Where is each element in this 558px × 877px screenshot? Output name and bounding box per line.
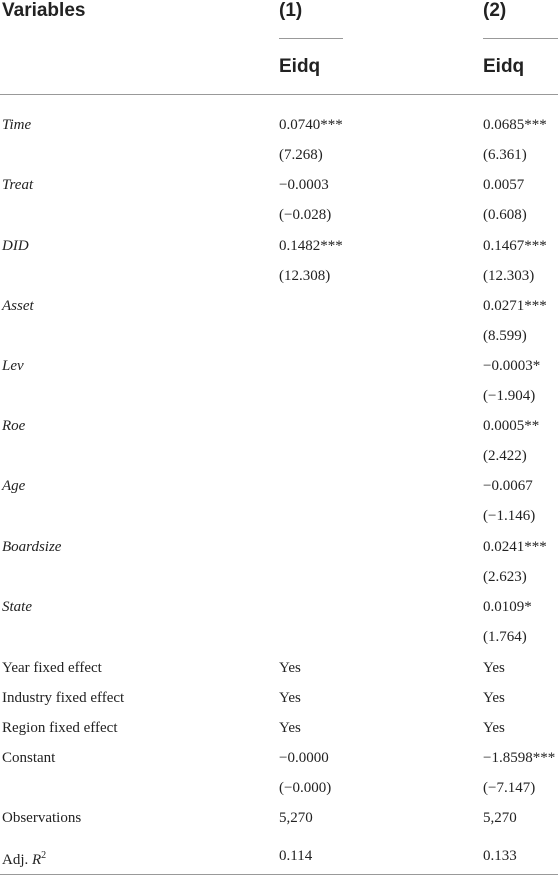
row-label: Lev: [2, 358, 24, 374]
row-col1-coef: 0.0740***: [279, 117, 343, 133]
row-col2-coef: 0.0005**: [483, 418, 540, 434]
row-col1-tstat: (−0.000): [279, 780, 332, 796]
row-label: Year fixed effect: [2, 660, 102, 676]
header-variables: Variables: [2, 0, 86, 21]
row-label: Asset: [2, 298, 34, 314]
adj-r2-prefix: Adj.: [2, 852, 32, 868]
row-col2-coef: 0.0057: [483, 177, 525, 193]
row-col1-coef: 5,270: [279, 810, 313, 826]
row-col2-coef: 0.0685***: [483, 117, 547, 133]
row-col1-coef: 0.1482***: [279, 238, 343, 254]
row-col2-coef: Yes: [483, 660, 505, 676]
row-label: DID: [2, 238, 29, 254]
row-col1-tstat: (7.268): [279, 147, 323, 163]
row-col1-coef: Yes: [279, 660, 301, 676]
row-label: Treat: [2, 177, 34, 193]
row-col1-coef: Yes: [279, 690, 301, 706]
row-col1-tstat: (12.308): [279, 268, 331, 284]
row-col2-coef: 0.1467***: [483, 238, 547, 254]
header-bottom-rule: [0, 94, 558, 95]
row-col2-coef: 0.0109*: [483, 599, 532, 615]
row-col1-coef: −0.0003: [279, 177, 329, 193]
row-col2-coef: 0.0241***: [483, 539, 547, 555]
adj-r2-col1: 0.114: [279, 848, 313, 864]
row-label: Boardsize: [2, 539, 62, 555]
row-label: Constant: [2, 750, 56, 766]
row-col2-tstat: (−1.146): [483, 508, 536, 524]
header-col1: (1): [279, 0, 303, 21]
row-col2-tstat: (8.599): [483, 328, 527, 344]
row-col2-tstat: (−7.147): [483, 780, 536, 796]
row-col2-tstat: (2.422): [483, 448, 527, 464]
row-col2-tstat: (−1.904): [483, 388, 536, 404]
row-col1-tstat: (−0.028): [279, 207, 332, 223]
row-col2-tstat: (0.608): [483, 207, 527, 223]
adj-r2-sup: 2: [41, 850, 47, 861]
row-label: State: [2, 599, 32, 615]
adj-r2-col2: 0.133: [483, 848, 517, 864]
row-col2-tstat: (1.764): [483, 629, 527, 645]
row-label: Observations: [2, 810, 82, 826]
row-label: Industry fixed effect: [2, 690, 125, 706]
row-col1-coef: Yes: [279, 720, 301, 736]
row-label: Time: [2, 117, 32, 133]
row-col2-coef: 5,270: [483, 810, 517, 826]
col1-rule: [279, 38, 343, 39]
row-col2-coef: −0.0067: [483, 478, 533, 494]
adj-r2-var: R: [32, 852, 42, 868]
row-col2-tstat: (6.361): [483, 147, 527, 163]
row-label: Region fixed effect: [2, 720, 118, 736]
dep-var-col2: Eidq: [483, 56, 525, 77]
row-col2-tstat: (12.303): [483, 268, 535, 284]
row-label: Roe: [2, 418, 26, 434]
header-col2: (2): [483, 0, 507, 21]
row-col2-coef: Yes: [483, 720, 505, 736]
dep-var-col1: Eidq: [279, 56, 321, 77]
row-col2-coef: 0.0271***: [483, 298, 547, 314]
row-col2-tstat: (2.623): [483, 569, 527, 585]
row-label: Age: [2, 478, 26, 494]
col2-rule: [483, 38, 558, 39]
row-col2-coef: Yes: [483, 690, 505, 706]
row-col1-coef: −0.0000: [279, 750, 329, 766]
row-col2-coef: −0.0003*: [483, 358, 541, 374]
adj-r2-label: [2, 846, 46, 870]
table-bottom-rule: [0, 874, 558, 875]
row-col2-coef: −1.8598***: [483, 750, 556, 766]
